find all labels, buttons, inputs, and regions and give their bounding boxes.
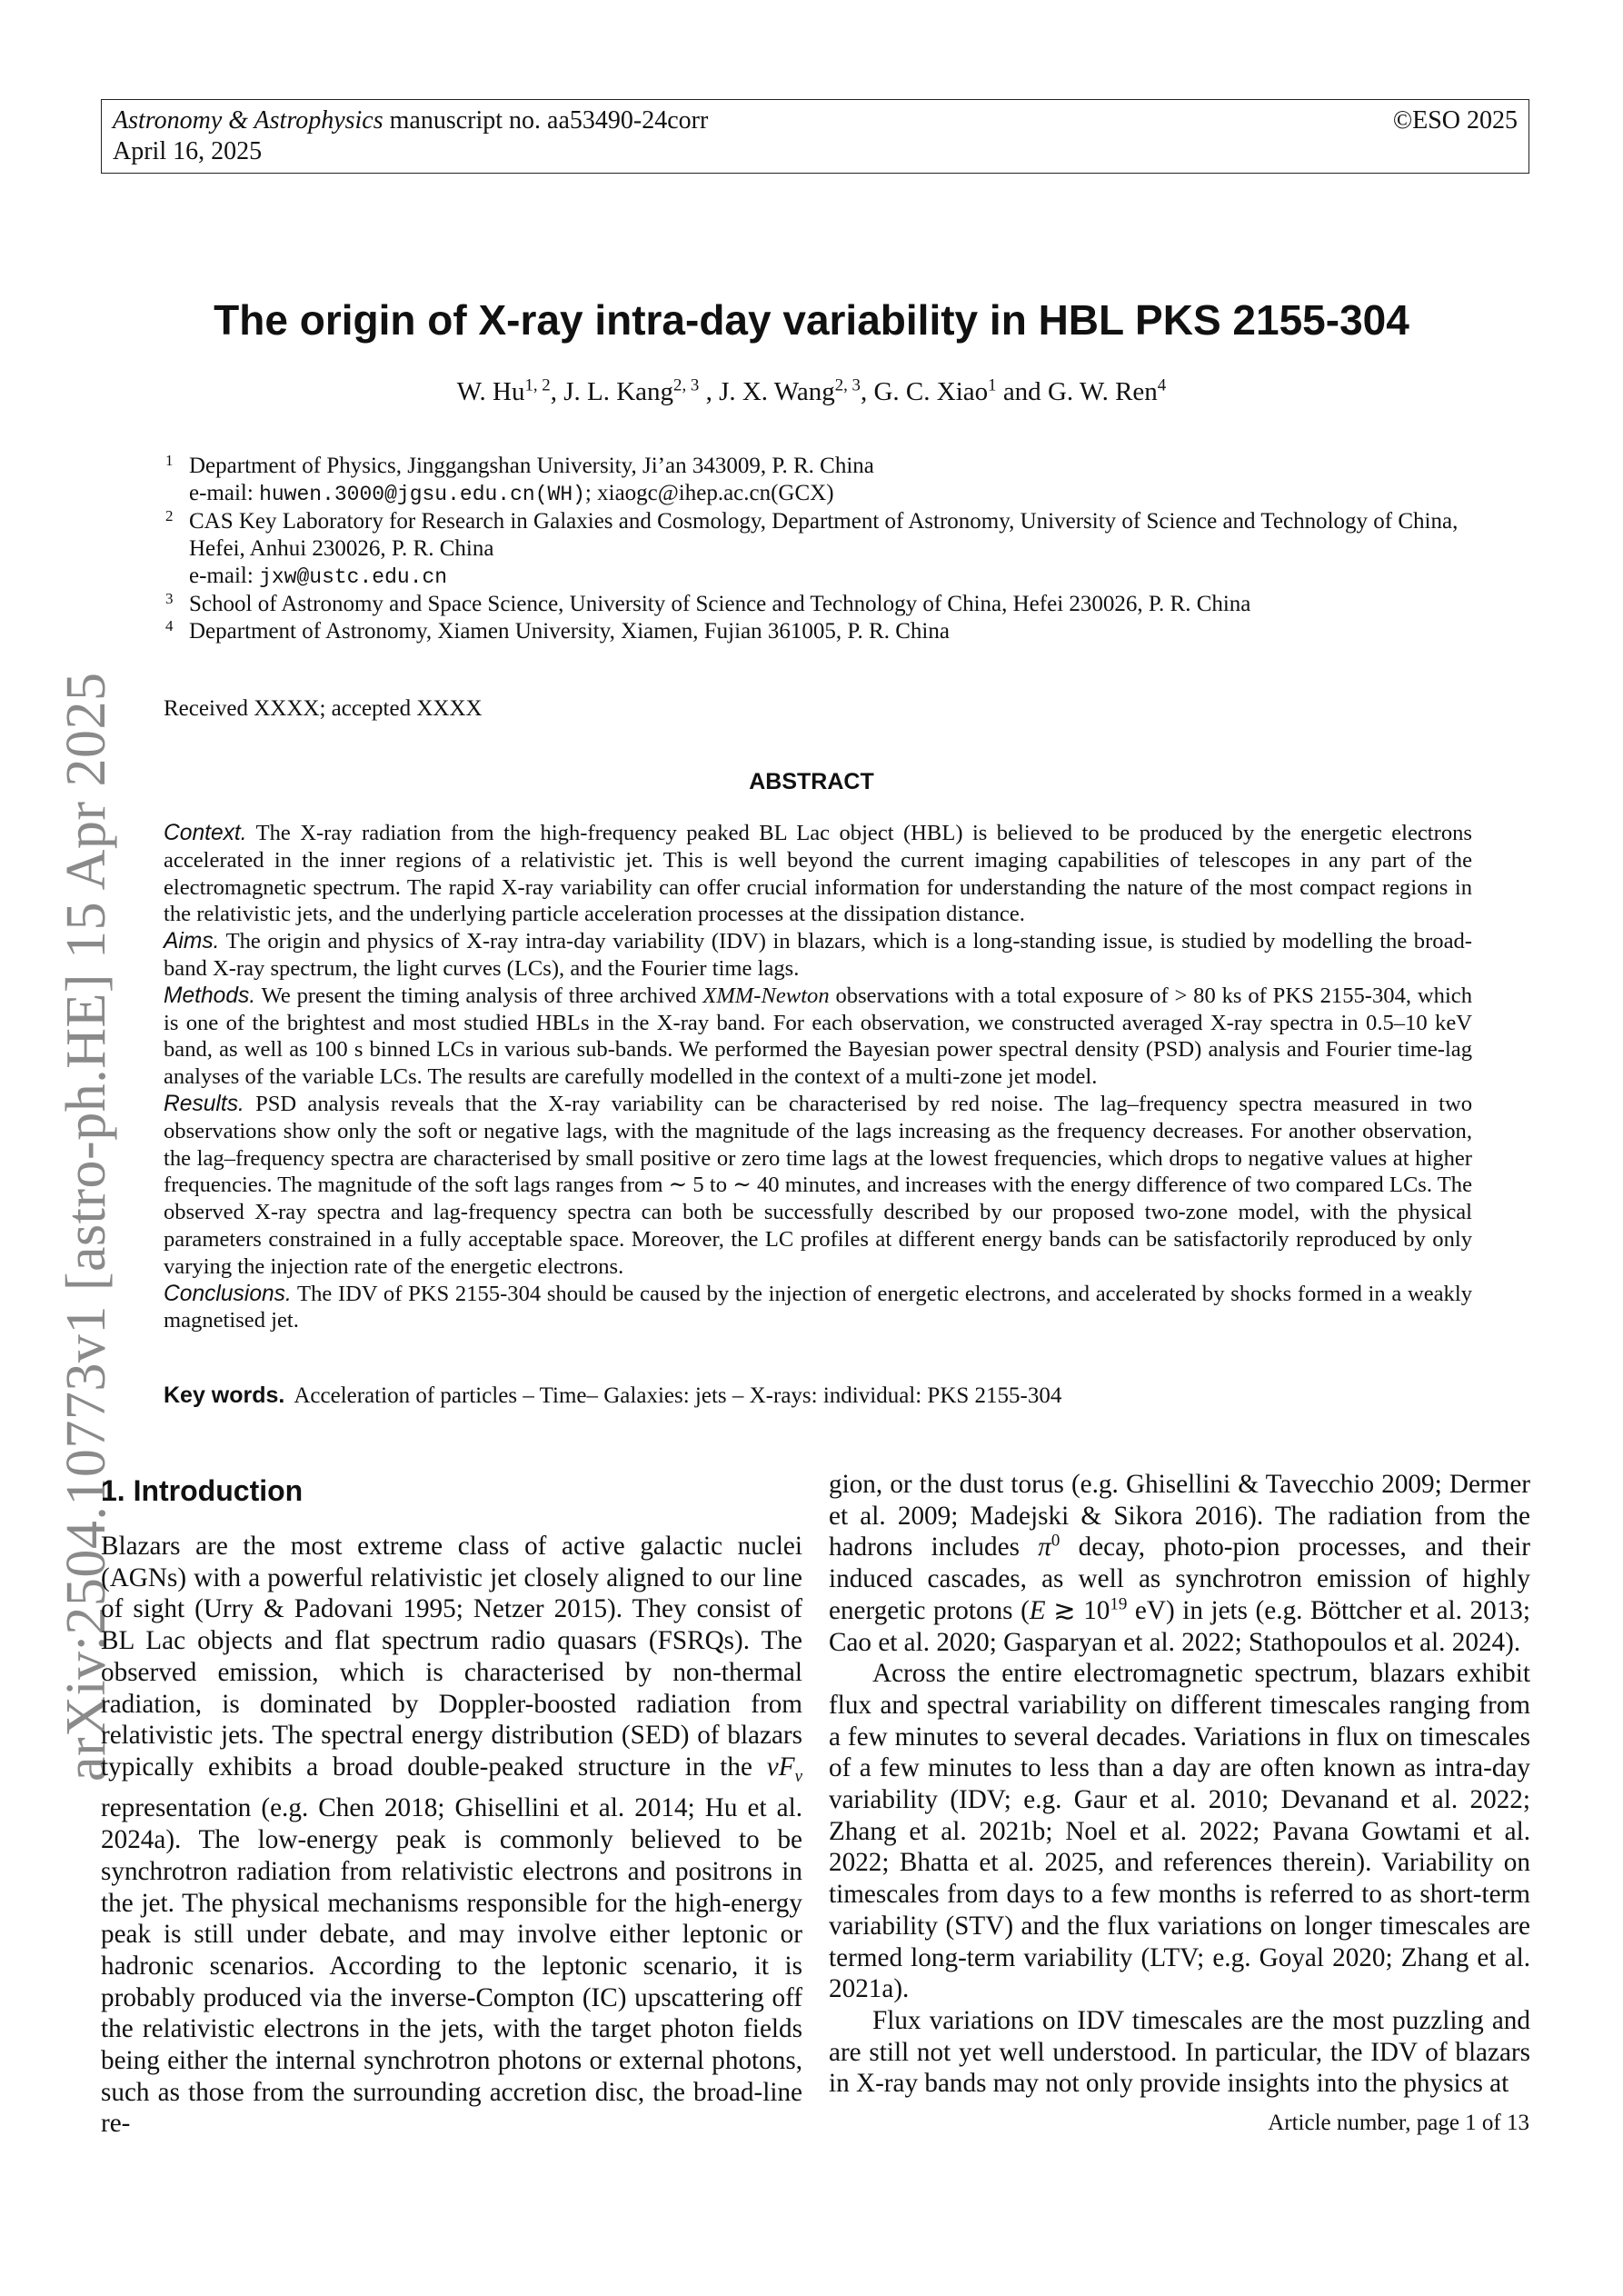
intro-paragraph-2: Across the entire electromagnetic spectrum, blazars exhibit flux and spectral variability on different timescales ranging from a few minutes to several decades. Variations in flux on timescales of a few minutes to less than a day are often known as intra-day variability (IDV; e.g. Gaur et al. 2010; Devanand et al. 2022; Zhang et al. 2021b; Noel et al. 2022; Pavana Gowtami et al. 2022; Bhatta et al. 2025, and references therein). Variability on timescales from days to a few months is referred to as short-term variability (STV) and the flux variations on longer timescales are termed long-term variability (LTV; e.g. Goyal 2020; Zhang et al. 2021a). <box>829 1659 1530 2004</box>
author-sep: , <box>699 377 720 406</box>
author-name: G. C. Xiao <box>873 377 989 406</box>
conclusions-label: Conclusions. <box>164 1281 292 1306</box>
abstract-aims <box>164 928 1472 983</box>
author-name: W. Hu <box>456 377 525 406</box>
email-address: huwen.3000@jgsu.edu.cn(WH) <box>259 483 585 506</box>
math-exponent: 19 <box>1110 1594 1128 1614</box>
author-list <box>0 375 1623 408</box>
paragraph-text-cont: representation (e.g. Chen 2018; Ghisellini et al. 2014; Hu et al. 2024a). The low-energy peak is commonly believed to be synchrotron radiation from relativistic electrons and positrons in the jet. The physical mechanisms responsible for the high-energy peak is still under debate, and may involve either leptonic or hadronic scenarios. According to the leptonic scenario, it is probably produced via the inverse-Compton (IC) upscattering off the relativistic electrons in the jets, with the target photon fields being either the internal synchrotron photons or external photons, such as those from the surrounding accretion disc, the broad-line re- <box>101 1793 802 2139</box>
affiliation-text: Department of Physics, Jinggangshan University, Ji’an 343009, P. R. China <box>189 454 874 478</box>
intro-paragraph-3: Flux variations on IDV timescales are the most puzzling and are still not yet well understood. In particular, the IDV of blazars in X-ray bands may not only provide insights into the physics at <box>829 2005 1530 2099</box>
received-line: Received XXXX; accepted XXXX <box>164 696 483 721</box>
context-label: Context. <box>164 821 247 845</box>
affiliation-1 <box>165 453 1483 508</box>
intro-paragraph-1-cont <box>829 1469 1530 1658</box>
paragraph-text: Blazars are the most extreme class of active galactic nuclei (AGNs) with a powerful relativistic jet closely aligned to our line of sight (Urry & Padovani 1995; Netzer 2015). They consist of BL Lac objects and flat spectrum radio quasars (FSRQs). The observed emission, which is characterised by non-thermal radiation, is dominated by Doppler-boosted radiation from relativistic jets. The spectral energy distribution (SED) of blazars typically exhibits a broad double-peaked structure in the <box>101 1532 802 1782</box>
mission-name: XMM-Newton <box>702 983 830 1008</box>
affiliation-number: 4 <box>165 617 174 634</box>
affiliation-3 <box>165 591 1483 618</box>
arxiv-stamp: arXiv:2504.10773v1 [astro-ph.HE] 15 Apr 2025 <box>55 672 117 1782</box>
paragraph-text-end: eV) in jets (e.g. Böttcher et al. 2013; Cao et al. 2020; Gasparyan et al. 2022; Stathopoulos et al. 2024). <box>829 1595 1530 1657</box>
affiliation-number: 3 <box>165 590 174 607</box>
affiliation-text: School of Astronomy and Space Science, University of Science and Technology of China, Hefei 230026, P. R. China <box>189 592 1251 616</box>
math-inequality: ≳ 10 <box>1045 1595 1110 1625</box>
abstract-context <box>164 820 1472 928</box>
affiliations <box>165 453 1483 645</box>
manuscript-number: manuscript no. aa53490-24corr <box>383 106 709 135</box>
journal-header <box>101 99 1529 174</box>
author-name: J. L. Kang <box>563 377 674 406</box>
section-heading: 1. Introduction <box>101 1474 304 1507</box>
copyright: ©ESO 2025 <box>1392 106 1518 135</box>
keywords-label: Key words. <box>164 1383 285 1408</box>
results-text: PSD analysis reveals that the X-ray variability can be characterised by red noise. The lag–frequency spectra measured in two observations show only the soft or negative lags, with the magnitude of the lags increasing as the frequency decreases. For another observation, the lag–frequency spectra are characterised by small positive or zero time lags at the lowest frequencies, which drops to negative values at higher frequencies. The magnitude of the soft lags ranges from ∼ 5 to ∼ 40 minutes, and increases with the energy difference of two compared LCs. The observed X-ray spectra and lag-frequency spectra can both be successfully described by our proposed two-zone model, with the physical parameters constrained in a fully acceptable space. Moreover, the LC profiles at different energy bands can be satisfactorily reproduced by only varying the injection rate of the energetic electrons. <box>164 1091 1472 1279</box>
email-label: e-mail: <box>189 564 260 588</box>
email-label: e-mail: <box>189 481 260 505</box>
journal-name: Astronomy & Astrophysics <box>113 106 383 135</box>
paper-title: The origin of X-ray intra-day variability in HBL PKS 2155-304 <box>214 296 1409 344</box>
affiliation-text: Department of Astronomy, Xiamen University, Xiamen, Fujian 361005, P. R. China <box>189 619 950 644</box>
author-affil-sup: 2, 3 <box>673 375 700 395</box>
math-superscript: 0 <box>1050 1531 1060 1551</box>
conclusions-text: The IDV of PKS 2155-304 should be caused by the injection of energetic electrons, and accelerated by shocks formed in a weakly magnetised jet. <box>164 1281 1472 1333</box>
email-address-secondary: ; xiaogc@ihep.ac.cn(GCX) <box>584 481 834 505</box>
affiliation-4 <box>165 618 1483 645</box>
methods-label: Methods. <box>164 983 256 1008</box>
aims-label: Aims. <box>164 929 220 954</box>
abstract-conclusions <box>164 1281 1472 1335</box>
paragraph-text-cont: decay, photo-pion processes, and their induced cascades, as well as synchrotron emission of highly energetic protons ( <box>829 1532 1530 1625</box>
affiliation-number: 2 <box>165 507 174 524</box>
methods-text: We present the timing analysis of three archived <box>255 983 703 1008</box>
affiliation-text: CAS Key Laboratory for Research in Galaxies and Cosmology, Department of Astronomy, University of Science and Technology of China, Hefei, Anhui 230026, P. R. China <box>189 509 1459 561</box>
page-footer: Article number, page 1 of 13 <box>1268 2111 1529 2135</box>
abstract-results <box>164 1091 1472 1281</box>
results-label: Results. <box>164 1091 244 1116</box>
author-affil-sup: 2, 3 <box>834 375 861 395</box>
affiliation-email <box>189 480 1483 508</box>
author-affil-sup: 4 <box>1157 375 1167 395</box>
aims-text: The origin and physics of X-ray intra-day variability (IDV) in blazars, which is a long-standing issue, is studied by modelling the broad-band X-ray spectrum, the light curves (LCs), and the Fourier time lags. <box>164 929 1472 981</box>
intro-paragraph-1 <box>101 1531 802 2140</box>
math-pi: π <box>1038 1532 1051 1562</box>
abstract-heading: ABSTRACT <box>749 769 874 794</box>
author-affil-sup: 1 <box>988 375 997 395</box>
author-name: G. W. Ren <box>1047 377 1158 406</box>
author-sep: , <box>860 377 874 406</box>
keywords <box>164 1382 1472 1410</box>
abstract-methods <box>164 983 1472 1091</box>
keywords-text: Acceleration of particles – Time– Galaxies: jets – X-rays: individual: PKS 2155-304 <box>294 1383 1062 1408</box>
affiliation-number: 1 <box>165 452 174 469</box>
header-date: April 16, 2025 <box>113 137 263 165</box>
email-address: jxw@ustc.edu.cn <box>259 565 448 589</box>
math-subscript: ν <box>794 1766 802 1786</box>
author-affil-sup: 1, 2 <box>524 375 551 395</box>
paragraph-text: gion, or the dust torus (e.g. Ghisellini & Tavecchio 2009; Dermer et al. 2009; Madejski & Sikora 2016). The radiation from the hadrons includes <box>829 1470 1530 1562</box>
author-sep: , <box>550 377 564 406</box>
journal-line <box>113 105 1518 136</box>
affiliation-2 <box>165 508 1483 591</box>
intro-right-column <box>829 1469 1530 2100</box>
intro-left-column <box>101 1472 802 2140</box>
abstract-body <box>164 820 1472 1334</box>
author-name: J. X. Wang <box>719 377 835 406</box>
affiliation-email <box>189 563 1483 591</box>
author-sep: and <box>996 377 1048 406</box>
math-energy: E <box>1029 1595 1046 1625</box>
math-nuFnu: νF <box>766 1752 795 1782</box>
methods-text-cont: observations with a total exposure of > 80 ks of PKS 2155-304, which is one of the brightest and most studied HBLs in the X-ray band. For each observation, we constructed averaged X-ray spectra in 0.5–10 keV band, as well as 100 s binned LCs in various sub-bands. We performed the Bayesian power spectral density (PSD) analysis and Fourier time-lag analyses of the variable LCs. The results are carefully modelled in the context of a multi-zone jet model. <box>164 983 1472 1090</box>
context-text: The X-ray radiation from the high-frequency peaked BL Lac object (HBL) is believed to be produced by the energetic electrons accelerated in the inner regions of a relativistic jet. This is well beyond the current imaging capabilities of telescopes in any part of the electromagnetic spectrum. The rapid X-ray variability can offer crucial information for understanding the nature of the most compact regions in the relativistic jets, and the underlying particle acceleration processes at the dissipation distance. <box>164 821 1472 927</box>
